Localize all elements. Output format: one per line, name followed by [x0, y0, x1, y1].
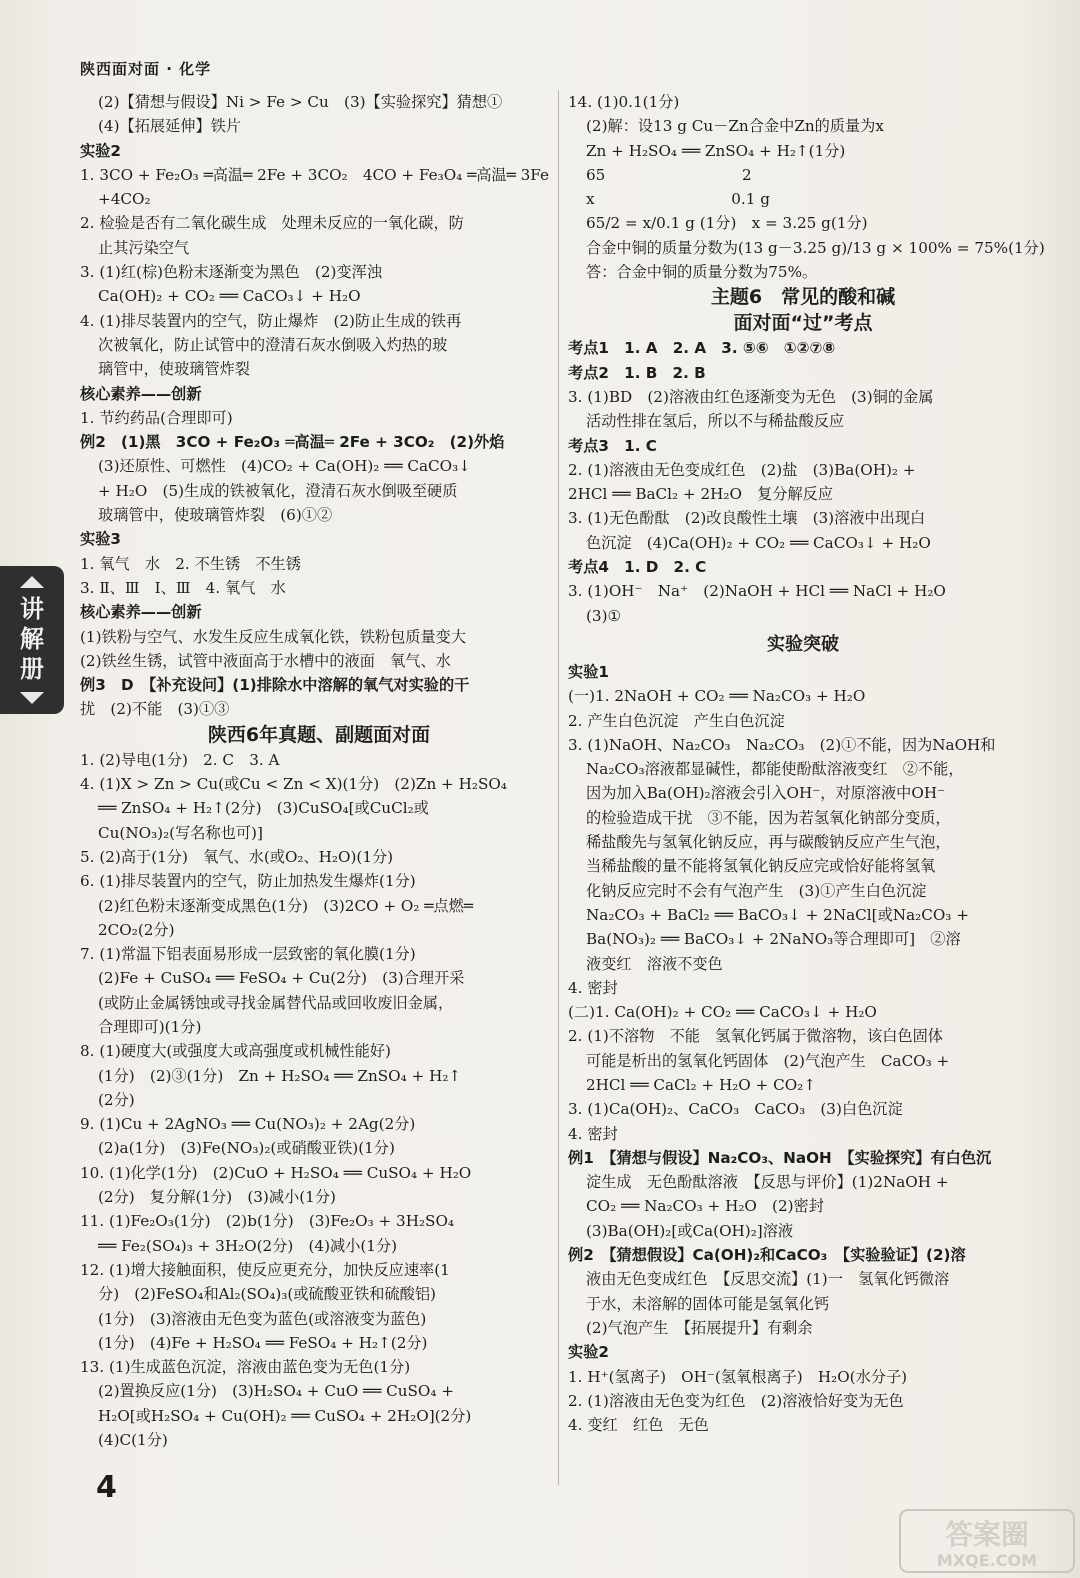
answer-line: 2HCl ══ CaCl₂ + H₂O + CO₂↑ — [586, 1075, 817, 1094]
column-divider — [558, 90, 559, 1485]
answer-line: 4. 变红 红色 无色 — [568, 1416, 709, 1435]
answer-heading-line: 考点2 1. B 2. B — [568, 363, 706, 382]
answer-line: 因为加入Ba(OH)₂溶液会引入OH⁻，对原溶液中OH⁻ — [586, 784, 946, 803]
answer-line: 1. 节约药品(合理即可) — [80, 408, 233, 427]
answer-line: 7. (1)常温下铝表面易形成一层致密的氧化膜(1分) — [80, 945, 416, 964]
answer-line: +4CO₂ — [98, 190, 151, 209]
answer-line: 8. (1)硬度大(或强度大或高强度或机械性能好) — [80, 1042, 391, 1061]
answer-line: 活动性排在氢后，所以不与稀盐酸反应 — [586, 412, 845, 431]
answer-line: 4. (1)X > Zn > Cu(或Cu < Zn < X)(1分) (2)Zn + H₂SO₄ — [80, 775, 507, 794]
answer-line: (一)1. 2NaOH + CO₂ ══ Na₂CO₃ + H₂O — [568, 687, 866, 706]
answer-line: (1)铁粉与空气、水发生反应生成氧化铁，铁粉包质量变大 — [80, 627, 467, 646]
answer-line: 2CO₂(2分) — [98, 920, 175, 939]
section-title: 面对面“过”考点 — [733, 312, 873, 335]
answer-line: (1分) (4)Fe + H₂SO₄ ══ FeSO₄ + H₂↑(2分) — [98, 1333, 428, 1352]
answer-line: (2)置换反应(1分) (3)H₂SO₄ + CuO ══ CuSO₄ + — [98, 1382, 455, 1401]
side-tab[interactable] — [0, 566, 64, 714]
answer-line: Zn + H₂SO₄ ══ ZnSO₄ + H₂↑(1分) — [586, 141, 846, 160]
answer-heading-line: 考点3 1. C — [568, 436, 657, 455]
answer-line: x 0.1 g — [586, 190, 770, 209]
answer-line: (1分) (3)溶液由无色变为蓝色(或溶液变为蓝色) — [98, 1309, 427, 1328]
answer-line: 3. Ⅱ、Ⅲ Ⅰ、Ⅲ 4. 氧气 水 — [80, 578, 286, 597]
answer-heading-line: 实验2 — [80, 141, 121, 160]
answer-line: 液由无色变成红色 【反思交流】(1)一 氢氧化钙微溶 — [586, 1270, 950, 1289]
answer-line: 分) (2)FeSO₄和Al₂(SO₄)₃(或硫酸亚铁和硫酸铝) — [98, 1285, 436, 1304]
answer-line: Ba(NO₃)₂ ══ BaCO₃↓ + 2NaNO₃等合理即可] ②溶 — [586, 930, 961, 949]
answer-line: 4. 密封 — [568, 1124, 618, 1143]
answer-line: 2HCl ══ BaCl₂ + 2H₂O 复分解反应 — [568, 485, 834, 504]
answer-line: 2. (1)溶液由无色变成红色 (2)盐 (3)Ba(OH)₂ + — [568, 460, 916, 479]
answer-line: (2)铁丝生锈，试管中液面高于水槽中的液面 氧气、水 — [80, 651, 451, 670]
answer-line: 3. (1)OH⁻ Na⁺ (2)NaOH + HCl ══ NaCl + H₂O — [568, 582, 946, 601]
answer-line: Cu(NO₃)₂(写名称也可)] — [98, 823, 263, 842]
answer-line: 12. (1)增大接触面积，使反应更充分，加快反应速率(1 — [80, 1260, 450, 1279]
answer-line: (3)Ba(OH)₂[或Ca(OH)₂]溶液 — [586, 1221, 794, 1240]
section-title: 陕西6年真题、副题面对面 — [207, 723, 431, 746]
answer-line: (1分) (2)③(1分) Zn + H₂SO₄ ══ ZnSO₄ + H₂↑ — [98, 1066, 462, 1085]
answer-line: 答：合金中铜的质量分数为75%。 — [586, 263, 818, 282]
answer-line: (4)C(1分) — [98, 1431, 168, 1450]
answer-line: ══ Fe₂(SO₄)₃ + 3H₂O(2分) (4)减小(1分) — [98, 1236, 398, 1255]
answer-line: 化钠反应完时不会有气泡产生 (3)①产生白色沉淀 — [586, 881, 927, 900]
answer-heading-line: 考点1 1. A 2. A 3. ⑤⑥ ①②⑦⑧ — [568, 339, 836, 358]
answer-line: H₂O[或H₂SO₄ + Cu(OH)₂ ══ CuSO₄ + 2H₂O](2分) — [98, 1406, 472, 1425]
answer-line: 2. (1)溶液由无色变为红色 (2)溶液恰好变为无色 — [568, 1391, 904, 1410]
running-header: 陕西面对面 · 化学 — [80, 60, 212, 78]
watermark-text: 答案圈 — [944, 1518, 1030, 1551]
answer-line: 玻璃管中，使玻璃管炸裂 (6)①② — [98, 506, 333, 525]
answer-line: 13. (1)生成蓝色沉淀，溶液由蓝色变为无色(1分) — [80, 1358, 411, 1377]
answer-line: 2. 产生白色沉淀 产生白色沉淀 — [568, 711, 785, 730]
left-column — [80, 90, 558, 1452]
answer-line: 65 2 — [586, 165, 752, 184]
answer-line: 当稀盐酸的量不能将氢氧化钠反应完或恰好能将氢氧 — [586, 857, 936, 876]
answer-line: 合金中铜的质量分数为(13 g－3.25 g)/13 g × 100% = 75%(1分) — [586, 238, 1045, 257]
answer-line: 2. (1)不溶物 不能 氢氧化钙属于微溶物，该白色固体 — [568, 1027, 943, 1046]
page-number: 4 — [96, 1470, 117, 1505]
answer-line: (2)气泡产生 【拓展提升】有剩余 — [586, 1318, 813, 1337]
answer-line: 稀盐酸先与氢氧化钠反应，再与碳酸钠反应产生气泡， — [586, 833, 951, 852]
answer-line: 14. (1)0.1(1分) — [568, 93, 680, 111]
answer-line: (3)还原性、可燃性 (4)CO₂ + Ca(OH)₂ ══ CaCO₃↓ — [98, 457, 471, 476]
answer-line: (2分) — [98, 1090, 135, 1109]
answer-line: 65/2 = x/0.1 g (1分) x = 3.25 g(1分) — [586, 214, 868, 233]
answer-line: 2. 检验是否有二氧化碳生成 处理未反应的一氧化碳，防 — [80, 214, 464, 233]
arrow-up-icon — [20, 576, 44, 588]
answer-line: (2)解：设13 g Cu－Zn合金中Zn的质量为x — [586, 117, 884, 136]
answer-line: (3)① — [586, 606, 622, 625]
answer-line: 扰 (2)不能 (3)①③ — [80, 700, 230, 719]
answer-line: (2)红色粉末逐渐变成黑色(1分) (3)2CO + O₂ ═点燃═ — [98, 896, 473, 915]
answer-line: 1. (2)导电(1分) 2. C 3. A — [80, 750, 280, 769]
answer-line: 的检验造成干扰 ③不能，因为若氢氧化钠部分变质， — [586, 808, 951, 827]
answer-line: (2分) 复分解(1分) (3)减小(1分) — [98, 1188, 336, 1207]
answer-line: (或防止金属锈蚀或寻找金属替代品或回收废旧金属， — [98, 993, 454, 1012]
answer-line: 1. H⁺(氢离子) OH⁻(氢氧根离子) H₂O(水分子) — [568, 1367, 908, 1386]
answer-line: + H₂O (5)生成的铁被氧化，澄清石灰水倒吸至硬质 — [98, 481, 458, 500]
answer-line: 璃管中，使玻璃管炸裂 — [98, 360, 250, 379]
answer-heading-line: 核心素养——创新 — [80, 384, 202, 403]
answer-line: 次被氧化，防止试管中的澄清石灰水倒吸入灼热的玻 — [98, 335, 448, 354]
answer-heading-line: 实验3 — [80, 530, 121, 549]
answer-line: (2)a(1分) (3)Fe(NO₃)₂(或硝酸亚铁)(1分) — [98, 1139, 395, 1158]
answer-line: (2)Fe + CuSO₄ ══ FeSO₄ + Cu(2分) (3)合理开采 — [98, 969, 465, 988]
watermark-url: MXQE.COM — [936, 1551, 1038, 1570]
answer-heading-line: 实验1 — [568, 662, 609, 681]
answer-line: 6. (1)排尽装置内的空气，防止加热发生爆炸(1分) — [80, 872, 416, 891]
answer-line: 3. (1)BD (2)溶液由红色逐渐变为无色 (3)铜的金属 — [568, 387, 934, 406]
answer-line: (4)【拓展延伸】铁片 — [98, 117, 242, 136]
arrow-down-icon — [20, 692, 44, 704]
answer-line: 1. 氧气 水 2. 不生锈 不生锈 — [80, 554, 301, 573]
answer-line: 4. 密封 — [568, 978, 618, 997]
answer-line: 10. (1)化学(1分) (2)CuO + H₂SO₄ ══ CuSO₄ + H₂O — [80, 1163, 472, 1182]
answer-line: 淀生成 无色酚酞溶液 【反思与评价】(1)2NaOH + — [586, 1173, 949, 1192]
answer-line: 于水，未溶解的固体可能是氢氧化钙 — [586, 1294, 829, 1313]
answer-heading-line: 核心素养——创新 — [80, 603, 202, 622]
side-tab-label: 讲解册 — [20, 595, 44, 683]
section-title: 主题6 常见的酸和碱 — [710, 286, 896, 309]
answer-heading-line: 实验2 — [568, 1343, 609, 1362]
answer-line: 3. (1)红(棕)色粉末逐渐变为黑色 (2)变浑浊 — [80, 263, 383, 282]
answer-line: 3. (1)NaOH、Na₂CO₃ Na₂CO₃ (2)①不能，因为NaOH和 — [568, 735, 996, 754]
answer-line: 5. (2)高于(1分) 氧气、水(或O₂、H₂O)(1分) — [80, 847, 394, 866]
section-title: 实验突破 — [767, 633, 839, 655]
answer-line: Na₂CO₃溶液都显碱性，都能使酚酞溶液变红 ②不能， — [586, 760, 964, 779]
answer-line: 3. (1)Ca(OH)₂、CaCO₃ CaCO₃ (3)白色沉淀 — [568, 1100, 903, 1119]
answer-heading-line: 例2 【猜想假设】Ca(OH)₂和CaCO₃ 【实验验证】(2)溶 — [568, 1246, 966, 1265]
answer-line: (2)【猜想与假设】Ni > Fe > Cu (3)【实验探究】猜想① — [98, 93, 503, 111]
answer-line: 4. (1)排尽装置内的空气，防止爆炸 (2)防止生成的铁再 — [80, 311, 462, 330]
answer-line: 9. (1)Cu + 2AgNO₃ ══ Cu(NO₃)₂ + 2Ag(2分) — [80, 1115, 416, 1134]
right-column — [568, 90, 1045, 1437]
watermark-logo — [898, 1508, 1076, 1574]
answer-line: Ca(OH)₂ + CO₂ ══ CaCO₃↓ + H₂O — [98, 287, 361, 306]
answer-line: 3. (1)无色酚酞 (2)改良酸性土壤 (3)溶液中出现白 — [568, 509, 926, 528]
answer-line: Na₂CO₃ + BaCl₂ ══ BaCO₃↓ + 2NaCl[或Na₂CO₃ + — [586, 905, 969, 924]
answer-line: 1. 3CO + Fe₂O₃ ═高温═ 2Fe + 3CO₂ 4CO + Fe₃O₄ ═高温═ 3Fe — [80, 165, 549, 184]
answer-heading-line: 例3 D 【补充设问】(1)排除水中溶解的氧气对实验的干 — [80, 676, 470, 695]
answer-line: 合理即可)(1分) — [98, 1017, 202, 1036]
answer-line: CO₂ ══ Na₂CO₃ + H₂O (2)密封 — [586, 1197, 824, 1216]
answer-line: 止其污染空气 — [98, 238, 190, 257]
answer-line: ══ ZnSO₄ + H₂↑(2分) (3)CuSO₄[或CuCl₂或 — [98, 799, 429, 818]
answer-line: 色沉淀 (4)Ca(OH)₂ + CO₂ ══ CaCO₃↓ + H₂O — [586, 533, 931, 552]
answer-line: 11. (1)Fe₂O₃(1分) (2)b(1分) (3)Fe₂O₃ + 3H₂SO₄ — [80, 1212, 454, 1231]
answer-heading-line: 例2 (1)黑 3CO + Fe₂O₃ ═高温═ 2Fe + 3CO₂ (2)外焰 — [80, 433, 505, 452]
answer-heading-line: 考点4 1. D 2. C — [568, 558, 707, 577]
answer-line: 液变红 溶液不变色 — [586, 954, 723, 973]
answer-line: 可能是析出的氢氧化钙固体 (2)气泡产生 CaCO₃ + — [586, 1051, 950, 1070]
answer-heading-line: 例1 【猜想与假设】Na₂CO₃、NaOH 【实验探究】有白色沉 — [568, 1148, 992, 1167]
answer-line: (二)1. Ca(OH)₂ + CO₂ ══ CaCO₃↓ + H₂O — [568, 1003, 877, 1022]
